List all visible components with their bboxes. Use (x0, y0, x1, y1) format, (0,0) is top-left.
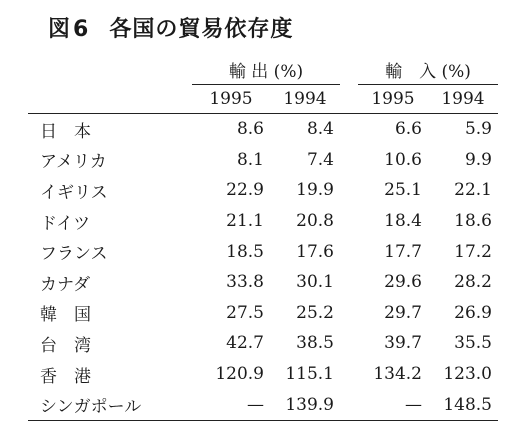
export-1995-cell: 42.7 (226, 333, 264, 354)
import-1994-cell: 26.9 (454, 302, 492, 323)
import-1995-cell: 134.2 (373, 364, 422, 385)
import-1994-cell: 22.1 (454, 180, 492, 201)
import-1995-cell: 39.7 (384, 333, 422, 354)
table-row (28, 206, 498, 237)
year-header-row (28, 85, 498, 114)
gap-cell (340, 328, 358, 359)
export-group-header: 輸 出 (%) (192, 52, 340, 85)
country-label: イギリス (40, 182, 108, 203)
corner-cell (28, 85, 192, 114)
group-header-row (28, 52, 498, 85)
import-group-header: 輸 入 (%) (358, 52, 498, 85)
country-label: フランス (40, 244, 108, 265)
table-row (28, 267, 498, 298)
table-row (28, 328, 498, 359)
gap-cell (340, 359, 358, 390)
gap-cell (340, 389, 358, 420)
table-row (28, 114, 498, 145)
country-label: シンガポール (28, 389, 192, 420)
country-label: ドイツ (40, 213, 91, 234)
import-1994-cell: 123.0 (443, 364, 492, 385)
export-1994-cell: 20.8 (296, 211, 334, 232)
table-body (28, 114, 498, 421)
import-1995-cell: 29.6 (384, 272, 422, 293)
year-header: 1994 (270, 85, 340, 114)
import-1995-cell: — (358, 389, 428, 420)
year-header: 1994 (428, 85, 498, 114)
gap-cell (340, 85, 358, 114)
export-1994-cell: 7.4 (306, 149, 334, 170)
import-1995-cell: 25.1 (384, 180, 422, 201)
country-label: 日 本 (40, 121, 91, 142)
table-row (28, 145, 498, 176)
import-1995-cell: 10.6 (384, 149, 422, 170)
figure-number: 6 (73, 17, 90, 42)
figure-caption: 各国の貿易依存度 (109, 17, 294, 42)
import-1995-cell: 18.4 (384, 211, 422, 232)
export-1995-cell: 8.1 (236, 149, 264, 170)
export-1995-cell: 18.5 (226, 241, 264, 262)
import-1995-cell: 17.7 (384, 241, 422, 262)
table-row (28, 236, 498, 267)
export-1994-cell: 139.9 (270, 389, 340, 420)
export-1995-cell: 120.9 (215, 364, 264, 385)
export-1994-cell: 38.5 (296, 333, 334, 354)
gap-cell (340, 298, 358, 329)
gap-cell (340, 175, 358, 206)
import-1994-cell: 5.9 (464, 119, 492, 140)
country-label: 韓 国 (40, 305, 91, 326)
year-header: 1995 (192, 85, 270, 114)
export-1995-cell: 8.6 (236, 119, 264, 140)
import-1995-cell: 29.7 (384, 302, 422, 323)
gap-cell (340, 114, 358, 145)
export-1995-cell: 22.9 (226, 180, 264, 201)
year-header: 1995 (358, 85, 428, 114)
export-1994-cell: 8.4 (306, 119, 334, 140)
country-label: 台 湾 (40, 335, 91, 356)
import-1995-cell: 6.6 (394, 119, 422, 140)
export-1995-cell: 27.5 (226, 302, 264, 323)
country-label: 香 港 (40, 366, 91, 387)
export-1994-cell: 17.6 (296, 241, 334, 262)
gap-cell (340, 267, 358, 298)
corner-cell (28, 52, 192, 85)
figure-label: 図 (48, 17, 72, 42)
export-1994-cell: 30.1 (296, 272, 334, 293)
trade-dependency-table (28, 52, 498, 421)
import-1994-cell: 9.9 (464, 149, 492, 170)
table-row (28, 175, 498, 206)
import-1994-cell: 148.5 (428, 389, 498, 420)
country-label: カナダ (40, 274, 91, 295)
table-row (28, 359, 498, 390)
import-1994-cell: 17.2 (454, 241, 492, 262)
export-1994-cell: 25.2 (296, 302, 334, 323)
table-row (28, 389, 498, 420)
export-1995-cell: 33.8 (226, 272, 264, 293)
gap-cell (340, 145, 358, 176)
figure-title (48, 12, 293, 43)
import-1994-cell: 35.5 (454, 333, 492, 354)
gap-cell (340, 206, 358, 237)
import-1994-cell: 28.2 (454, 272, 492, 293)
export-1995-cell: 21.1 (226, 211, 264, 232)
gap-cell (340, 236, 358, 267)
export-1994-cell: 115.1 (285, 364, 334, 385)
import-1994-cell: 18.6 (454, 211, 492, 232)
export-1995-cell: — (192, 389, 270, 420)
gap-cell (340, 52, 358, 85)
country-label: アメリカ (40, 152, 107, 173)
export-1994-cell: 19.9 (296, 180, 334, 201)
table-row (28, 298, 498, 329)
